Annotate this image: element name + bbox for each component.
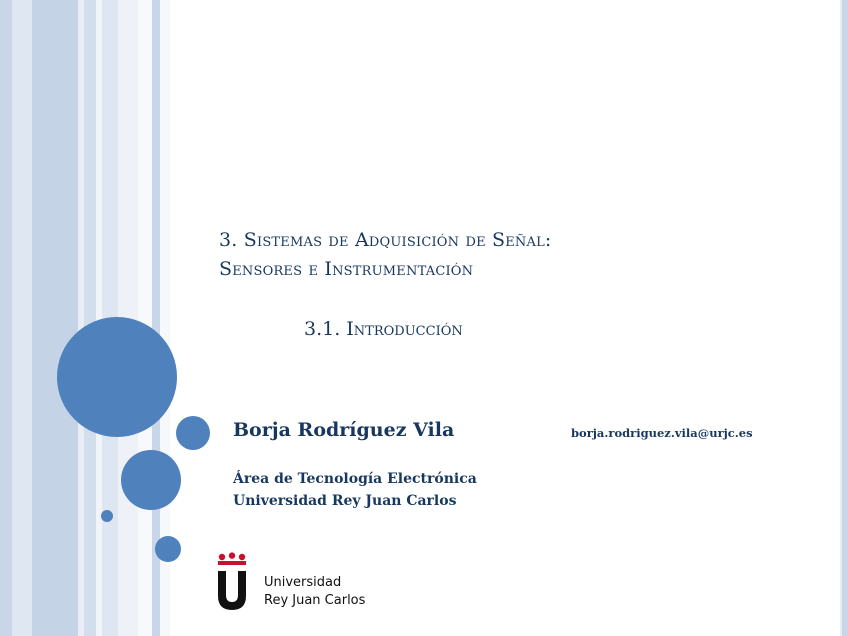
urjc-logo-text — [264, 574, 365, 610]
urjc-logo — [217, 552, 417, 622]
author-name: Borja Rodríguez Vila — [233, 419, 455, 441]
right-edge-band — [842, 0, 848, 636]
logo-text-line-2: Rey Juan Carlos — [264, 593, 366, 608]
slide-title-line-1: 3. Sistemas de Adquisición de Señal: — [219, 229, 552, 251]
slide-subtitle: 3.1. Introducción — [304, 318, 463, 340]
affiliation-department: Área de Tecnología Electrónica — [233, 471, 477, 487]
large-circle-decoration — [57, 317, 177, 437]
slide-title — [219, 226, 779, 284]
affiliation — [233, 468, 477, 512]
slide-title-line-2: Sensores e Instrumentación — [219, 258, 474, 280]
medium-circle-decoration — [121, 450, 181, 510]
urjc-logo-mark-icon — [217, 552, 247, 612]
author-email: borja.rodriguez.vila@urjc.es — [571, 426, 753, 440]
small-circle-decoration — [176, 416, 210, 450]
left-stripe-decoration — [0, 0, 170, 636]
small-circle-decoration-2 — [155, 536, 181, 562]
tiny-circle-decoration — [101, 510, 113, 522]
logo-text-line-1: Universidad — [264, 575, 342, 590]
affiliation-university: Universidad Rey Juan Carlos — [233, 493, 457, 509]
